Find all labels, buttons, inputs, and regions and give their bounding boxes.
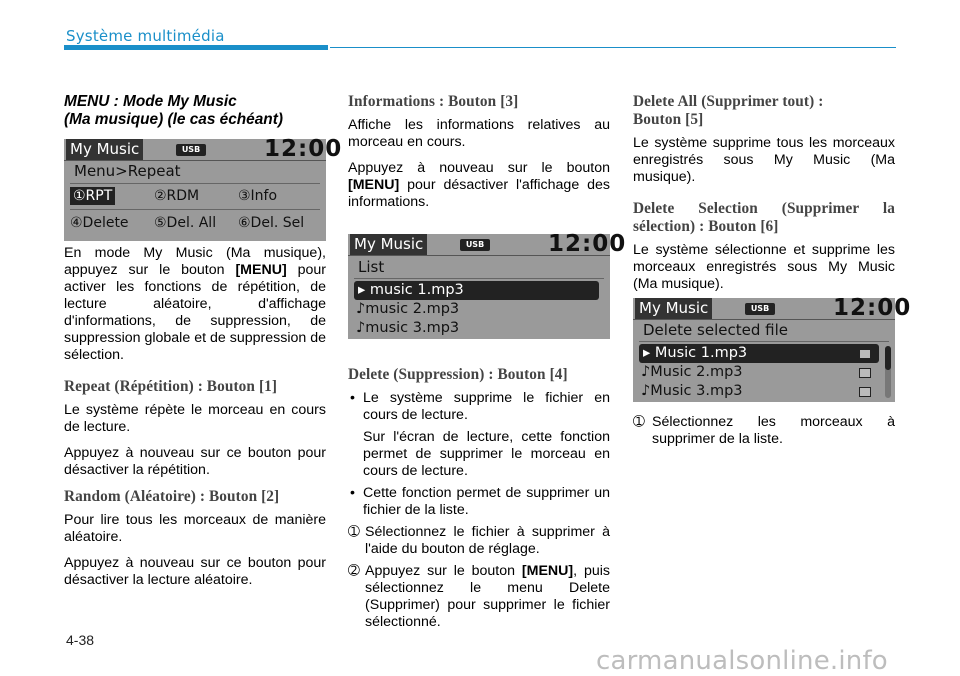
list-row-2[interactable]: ♪music 2.mp3	[356, 301, 460, 317]
screen-subtitle: Delete selected file	[643, 321, 788, 339]
watermark: carmanualsonline.info	[596, 646, 888, 676]
screen-title: My Music	[66, 139, 143, 160]
list-row-1[interactable]: ▸ music 1.mp3	[354, 281, 599, 300]
header-rule-thin	[330, 47, 896, 48]
file-row-3[interactable]: ♪Music 3.mp3	[641, 383, 743, 399]
option-info[interactable]: ③Info	[238, 188, 278, 204]
bullet-1: • Le système supprime le fichier en cours de lecture.	[348, 390, 610, 424]
file-row-1[interactable]: ▸ Music 1.mp3	[639, 344, 879, 363]
option-rpt[interactable]: ①RPT	[70, 187, 115, 205]
option-del-sel[interactable]: ⑥Del. Sel	[238, 215, 305, 231]
screen-subtitle: Menu>Repeat	[74, 162, 181, 180]
info-p2: Appuyez à nouveau sur le bouton [MENU] pour désactiver l'affichage des informations.	[348, 160, 610, 210]
random-heading: Random (Aléatoire) : Bouton [2]	[64, 488, 280, 505]
bullet-1-sub: Sur l'écran de lecture, cette fonction permet de supprimer le morceau en cours de lecture.	[363, 429, 610, 479]
info-heading: Informations : Bouton [3]	[348, 93, 519, 110]
option-del-all[interactable]: ⑤Del. All	[154, 215, 217, 231]
checkbox-2[interactable]	[859, 368, 871, 378]
bullet-2: • Cette fonction permet de supprimer un fichier de la liste.	[348, 485, 610, 519]
screen-subtitle: List	[358, 258, 385, 276]
delsel-paragraph: Le système sélectionne et supprime les morceaux enregistrés sous My Music (Ma musique).	[633, 242, 895, 292]
file-row-2[interactable]: ♪Music 2.mp3	[641, 364, 743, 380]
option-delete[interactable]: ④Delete	[70, 215, 129, 231]
repeat-p1: Le système répète le morceau en cours de lecture.	[64, 402, 326, 435]
repeat-p2: Appuyez à nouveau sur ce bouton pour désactiver la répétition.	[64, 445, 326, 478]
checkbox-1[interactable]	[859, 349, 871, 359]
header-rule-thick	[64, 45, 328, 50]
list-row-3[interactable]: ♪music 3.mp3	[356, 320, 460, 336]
page-number: 4-38	[66, 632, 95, 648]
random-p1: Pour lire tous les morceaux de manière aléatoire.	[64, 512, 326, 545]
screen-title: My Music	[635, 298, 712, 319]
intro-paragraph: En mode My Music (Ma musique), appuyez sur le bouton [MENU] pour activer les fonctions de répétition, de lecture aléatoire, d'affichage d'informations, de suppression, de suppression globale et de suppression de sélection.	[64, 245, 326, 363]
usb-icon: USB	[176, 144, 206, 156]
scrollbar[interactable]	[885, 346, 891, 398]
delall-paragraph: Le système supprime tous les morceaux enregistrés sous My Music (Ma musique).	[633, 135, 895, 185]
section-title: Système multimédia	[66, 27, 225, 45]
usb-icon: USB	[745, 303, 775, 315]
delete-selected-screen	[633, 295, 912, 402]
delall-heading: Delete All (Supprimer tout) : Bouton [5]	[633, 93, 824, 128]
step-1: ➀ Sélectionnez les morceaux à supprimer de la liste.	[633, 414, 895, 447]
clock: 12:00	[548, 231, 627, 257]
checkbox-3[interactable]	[859, 387, 871, 397]
info-p1: Affiche les informations relatives au morceau en cours.	[348, 117, 610, 150]
usb-icon: USB	[460, 239, 490, 251]
clock: 12:00	[833, 295, 912, 321]
column-2	[348, 93, 610, 636]
clock: 12:00	[264, 136, 343, 162]
menu-heading: MENU : Mode My Music (Ma musique) (le cas échéant)	[64, 93, 283, 128]
repeat-heading: Repeat (Répétition) : Bouton [1]	[64, 378, 278, 395]
scrollbar-thumb[interactable]	[885, 346, 891, 370]
delete-heading: Delete (Suppression) : Bouton [4]	[348, 366, 568, 383]
step-2: ➁ Appuyez sur le bouton [MENU], puis sélectionnez le menu Delete (Supprimer) pour supprimer le fichier sélectionné.	[348, 563, 610, 630]
menu-repeat-screen	[64, 136, 343, 241]
option-rdm[interactable]: ②RDM	[154, 188, 200, 204]
random-p2: Appuyez à nouveau sur ce bouton pour désactiver la lecture aléatoire.	[64, 555, 326, 588]
screen-title: My Music	[350, 234, 427, 255]
step-1: ➀ Sélectionnez le fichier à supprimer à l'aide du bouton de réglage.	[348, 524, 610, 557]
list-screen	[348, 231, 627, 339]
delsel-heading: Delete Selection (Supprimer la sélection) : Bouton [6]	[633, 200, 895, 235]
